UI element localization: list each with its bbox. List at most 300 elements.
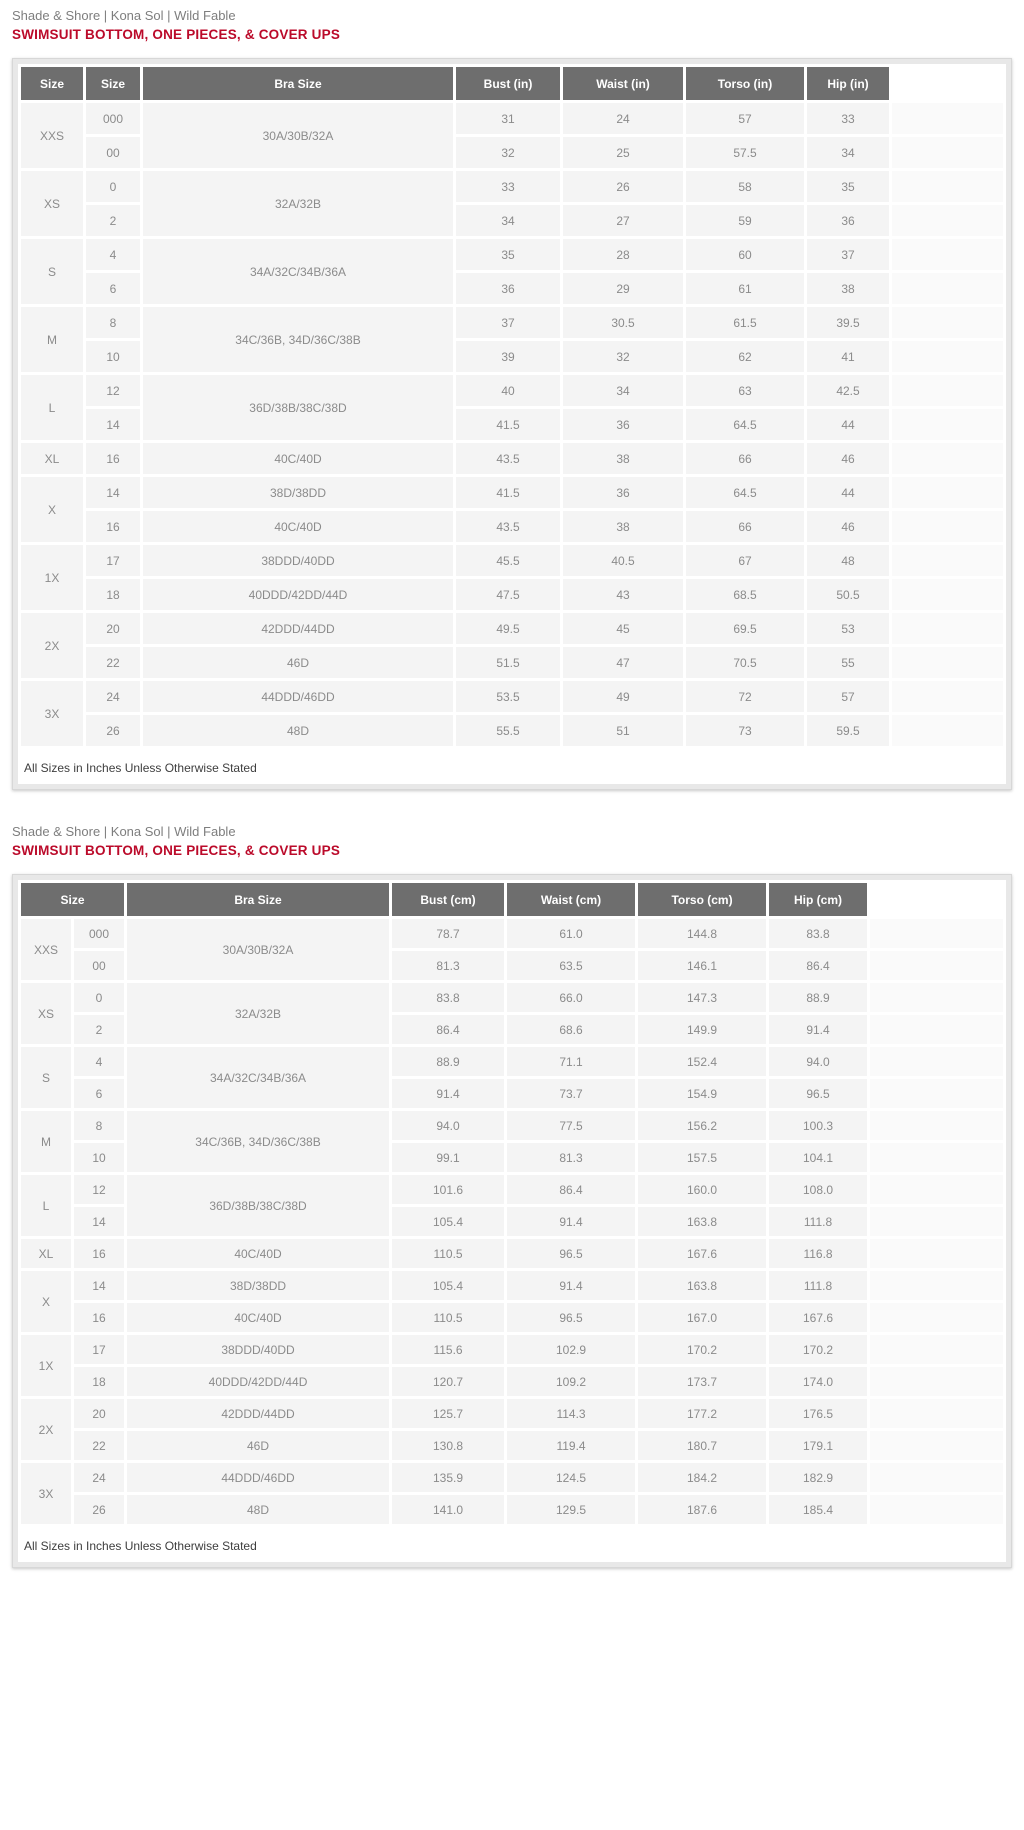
row-spacer-cell [892, 375, 1003, 406]
table-row [21, 307, 1003, 338]
torso-measurement-cell: 187.6 [638, 1495, 766, 1524]
numeric-size-cell: 16 [74, 1303, 124, 1332]
bust-measurement-cell: 43.5 [456, 443, 560, 474]
row-spacer-cell [870, 983, 1003, 1012]
bust-measurement-cell: 51.5 [456, 647, 560, 678]
size-chart-table-inches [18, 64, 1006, 749]
table-row [21, 1239, 1003, 1268]
bust-measurement-cell: 105.4 [392, 1207, 504, 1236]
row-spacer-cell [870, 1463, 1003, 1492]
hip-measurement-cell: 34 [807, 137, 889, 168]
row-spacer-cell [870, 1143, 1003, 1172]
torso-measurement-cell: 64.5 [686, 477, 804, 508]
numeric-size-cell: 20 [74, 1399, 124, 1428]
bra-size-cell: 34C/36B, 34D/36C/38B [127, 1111, 389, 1172]
torso-measurement-cell: 157.5 [638, 1143, 766, 1172]
bra-size-cell: 38DDD/40DD [127, 1335, 389, 1364]
bust-measurement-cell: 88.9 [392, 1047, 504, 1076]
bust-measurement-cell: 37 [456, 307, 560, 338]
hip-measurement-cell: 48 [807, 545, 889, 576]
torso-measurement-cell: 68.5 [686, 579, 804, 610]
row-spacer-cell [870, 1335, 1003, 1364]
torso-measurement-cell: 57.5 [686, 137, 804, 168]
hip-measurement-cell: 182.9 [769, 1463, 867, 1492]
bust-measurement-cell: 110.5 [392, 1303, 504, 1332]
bra-size-cell: 40DDD/42DD/44D [143, 579, 453, 610]
table-row [21, 1495, 1003, 1524]
hip-measurement-cell: 44 [807, 409, 889, 440]
table-row [21, 477, 1003, 508]
numeric-size-cell: 14 [86, 409, 140, 440]
row-spacer-cell [892, 171, 1003, 202]
waist-measurement-cell: 129.5 [507, 1495, 635, 1524]
row-spacer-cell [870, 1239, 1003, 1268]
hip-measurement-cell: 35 [807, 171, 889, 202]
size-group-cell: 3X [21, 1463, 71, 1524]
size-group-cell: L [21, 375, 83, 440]
column-header-bra-size: Bra Size [143, 67, 453, 100]
bust-measurement-cell: 135.9 [392, 1463, 504, 1492]
column-header-size: Size [21, 67, 83, 100]
numeric-size-cell: 000 [86, 103, 140, 134]
column-header-bust-in: Bust (in) [456, 67, 560, 100]
waist-measurement-cell: 43 [563, 579, 683, 610]
header-row [21, 67, 1003, 100]
hip-measurement-cell: 108.0 [769, 1175, 867, 1204]
hip-measurement-cell: 167.6 [769, 1303, 867, 1332]
waist-measurement-cell: 40.5 [563, 545, 683, 576]
bust-measurement-cell: 141.0 [392, 1495, 504, 1524]
torso-measurement-cell: 60 [686, 239, 804, 270]
waist-measurement-cell: 24 [563, 103, 683, 134]
size-chart-section-cm [0, 816, 1024, 1568]
numeric-size-cell: 10 [74, 1143, 124, 1172]
hip-measurement-cell: 83.8 [769, 919, 867, 948]
waist-measurement-cell: 73.7 [507, 1079, 635, 1108]
size-group-cell: 2X [21, 613, 83, 678]
torso-measurement-cell: 167.6 [638, 1239, 766, 1268]
row-spacer-cell [892, 137, 1003, 168]
hip-measurement-cell: 33 [807, 103, 889, 134]
table-row [21, 1335, 1003, 1364]
bra-size-cell: 38D/38DD [127, 1271, 389, 1300]
row-spacer-cell [870, 1207, 1003, 1236]
numeric-size-cell: 2 [74, 1015, 124, 1044]
torso-measurement-cell: 63 [686, 375, 804, 406]
bust-measurement-cell: 83.8 [392, 983, 504, 1012]
numeric-size-cell: 12 [86, 375, 140, 406]
waist-measurement-cell: 68.6 [507, 1015, 635, 1044]
torso-measurement-cell: 72 [686, 681, 804, 712]
waist-measurement-cell: 51 [563, 715, 683, 746]
waist-measurement-cell: 91.4 [507, 1207, 635, 1236]
bra-size-cell: 34C/36B, 34D/36C/38B [143, 307, 453, 372]
numeric-size-cell: 20 [86, 613, 140, 644]
size-chart-panel-inches [12, 58, 1012, 790]
bra-size-cell: 34A/32C/34B/36A [143, 239, 453, 304]
waist-measurement-cell: 66.0 [507, 983, 635, 1012]
table-row [21, 545, 1003, 576]
bust-measurement-cell: 49.5 [456, 613, 560, 644]
size-chart-panel-cm [12, 874, 1012, 1568]
torso-measurement-cell: 149.9 [638, 1015, 766, 1044]
numeric-size-cell: 8 [74, 1111, 124, 1140]
torso-measurement-cell: 57 [686, 103, 804, 134]
torso-measurement-cell: 177.2 [638, 1399, 766, 1428]
column-header-torso-cm: Torso (cm) [638, 883, 766, 916]
waist-measurement-cell: 28 [563, 239, 683, 270]
table-row [21, 443, 1003, 474]
waist-measurement-cell: 34 [563, 375, 683, 406]
numeric-size-cell: 26 [86, 715, 140, 746]
row-spacer-cell [870, 951, 1003, 980]
row-spacer-cell [870, 1271, 1003, 1300]
bust-measurement-cell: 55.5 [456, 715, 560, 746]
numeric-size-cell: 12 [74, 1175, 124, 1204]
numeric-size-cell: 18 [74, 1367, 124, 1396]
table-row [21, 1111, 1003, 1140]
hip-measurement-cell: 46 [807, 443, 889, 474]
bust-measurement-cell: 39 [456, 341, 560, 372]
row-spacer-cell [870, 919, 1003, 948]
bra-size-cell: 42DDD/44DD [127, 1399, 389, 1428]
numeric-size-cell: 18 [86, 579, 140, 610]
row-spacer-cell [870, 1303, 1003, 1332]
torso-measurement-cell: 184.2 [638, 1463, 766, 1492]
bust-measurement-cell: 120.7 [392, 1367, 504, 1396]
waist-measurement-cell: 36 [563, 409, 683, 440]
table-row [21, 1047, 1003, 1076]
size-group-cell: XS [21, 983, 71, 1044]
table-row [21, 103, 1003, 134]
waist-measurement-cell: 71.1 [507, 1047, 635, 1076]
row-spacer-cell [870, 1111, 1003, 1140]
table-row [21, 1303, 1003, 1332]
waist-measurement-cell: 91.4 [507, 1271, 635, 1300]
table-row [21, 579, 1003, 610]
hip-measurement-cell: 100.3 [769, 1111, 867, 1140]
waist-measurement-cell: 96.5 [507, 1239, 635, 1268]
row-spacer-cell [870, 1015, 1003, 1044]
numeric-size-cell: 8 [86, 307, 140, 338]
hip-measurement-cell: 88.9 [769, 983, 867, 1012]
size-group-cell: XXS [21, 919, 71, 980]
waist-measurement-cell: 25 [563, 137, 683, 168]
row-spacer-cell [892, 477, 1003, 508]
bust-measurement-cell: 35 [456, 239, 560, 270]
row-spacer-cell [892, 715, 1003, 746]
size-group-cell: XS [21, 171, 83, 236]
bust-measurement-cell: 41.5 [456, 409, 560, 440]
table-row [21, 511, 1003, 542]
hip-measurement-cell: 116.8 [769, 1239, 867, 1268]
bust-measurement-cell: 43.5 [456, 511, 560, 542]
row-spacer-cell [870, 1175, 1003, 1204]
bra-size-cell: 46D [127, 1431, 389, 1460]
waist-measurement-cell: 114.3 [507, 1399, 635, 1428]
size-chart-section-inches [0, 0, 1024, 790]
torso-measurement-cell: 170.2 [638, 1335, 766, 1364]
bra-size-cell: 48D [127, 1495, 389, 1524]
hip-measurement-cell: 176.5 [769, 1399, 867, 1428]
bust-measurement-cell: 81.3 [392, 951, 504, 980]
hip-measurement-cell: 104.1 [769, 1143, 867, 1172]
waist-measurement-cell: 47 [563, 647, 683, 678]
waist-measurement-cell: 38 [563, 443, 683, 474]
numeric-size-cell: 22 [86, 647, 140, 678]
hip-measurement-cell: 59.5 [807, 715, 889, 746]
numeric-size-cell: 000 [74, 919, 124, 948]
torso-measurement-cell: 61 [686, 273, 804, 304]
hip-measurement-cell: 50.5 [807, 579, 889, 610]
row-spacer-cell [892, 341, 1003, 372]
bust-measurement-cell: 94.0 [392, 1111, 504, 1140]
waist-measurement-cell: 86.4 [507, 1175, 635, 1204]
size-group-cell: M [21, 1111, 71, 1172]
hip-measurement-cell: 39.5 [807, 307, 889, 338]
waist-measurement-cell: 63.5 [507, 951, 635, 980]
size-group-cell: 1X [21, 545, 83, 610]
column-header-bra-size: Bra Size [127, 883, 389, 916]
torso-measurement-cell: 156.2 [638, 1111, 766, 1140]
numeric-size-cell: 14 [74, 1271, 124, 1300]
column-header-waist-in: Waist (in) [563, 67, 683, 100]
row-spacer-cell [892, 681, 1003, 712]
torso-measurement-cell: 64.5 [686, 409, 804, 440]
table-row [21, 919, 1003, 948]
bust-measurement-cell: 53.5 [456, 681, 560, 712]
column-header-waist-cm: Waist (cm) [507, 883, 635, 916]
torso-measurement-cell: 66 [686, 511, 804, 542]
header-row [21, 883, 1003, 916]
table-row [21, 1271, 1003, 1300]
row-spacer-cell [892, 613, 1003, 644]
bra-size-cell: 34A/32C/34B/36A [127, 1047, 389, 1108]
bra-size-cell: 36D/38B/38C/38D [127, 1175, 389, 1236]
hip-measurement-cell: 42.5 [807, 375, 889, 406]
size-group-cell: XL [21, 1239, 71, 1268]
numeric-size-cell: 2 [86, 205, 140, 236]
bra-size-cell: 44DDD/46DD [127, 1463, 389, 1492]
row-spacer-cell [892, 579, 1003, 610]
torso-measurement-cell: 73 [686, 715, 804, 746]
waist-measurement-cell: 38 [563, 511, 683, 542]
numeric-size-cell: 0 [86, 171, 140, 202]
bra-size-cell: 38D/38DD [143, 477, 453, 508]
torso-measurement-cell: 59 [686, 205, 804, 236]
numeric-size-cell: 16 [86, 511, 140, 542]
bra-size-cell: 44DDD/46DD [143, 681, 453, 712]
torso-measurement-cell: 180.7 [638, 1431, 766, 1460]
hip-measurement-cell: 44 [807, 477, 889, 508]
row-spacer-cell [892, 307, 1003, 338]
hip-measurement-cell: 174.0 [769, 1367, 867, 1396]
bust-measurement-cell: 40 [456, 375, 560, 406]
numeric-size-cell: 00 [86, 137, 140, 168]
hip-measurement-cell: 179.1 [769, 1431, 867, 1460]
row-spacer-cell [870, 1431, 1003, 1460]
waist-measurement-cell: 36 [563, 477, 683, 508]
size-group-cell: S [21, 1047, 71, 1108]
numeric-size-cell: 22 [74, 1431, 124, 1460]
hip-measurement-cell: 96.5 [769, 1079, 867, 1108]
bra-size-cell: 40DDD/42DD/44D [127, 1367, 389, 1396]
column-header-bust-cm: Bust (cm) [392, 883, 504, 916]
bust-measurement-cell: 34 [456, 205, 560, 236]
numeric-size-cell: 14 [86, 477, 140, 508]
size-group-cell: X [21, 1271, 71, 1332]
numeric-size-cell: 26 [74, 1495, 124, 1524]
hip-measurement-cell: 36 [807, 205, 889, 236]
waist-measurement-cell: 29 [563, 273, 683, 304]
torso-measurement-cell: 160.0 [638, 1175, 766, 1204]
hip-measurement-cell: 94.0 [769, 1047, 867, 1076]
row-spacer-cell [892, 647, 1003, 678]
bra-size-cell: 40C/40D [127, 1239, 389, 1268]
torso-measurement-cell: 173.7 [638, 1367, 766, 1396]
bust-measurement-cell: 31 [456, 103, 560, 134]
row-spacer-cell [870, 1399, 1003, 1428]
numeric-size-cell: 17 [86, 545, 140, 576]
hip-measurement-cell: 41 [807, 341, 889, 372]
bra-size-cell: 36D/38B/38C/38D [143, 375, 453, 440]
row-spacer-cell [892, 103, 1003, 134]
table-row [21, 171, 1003, 202]
table-row [21, 715, 1003, 746]
bra-size-cell: 32A/32B [127, 983, 389, 1044]
brand-names: Shade & Shore | Kona Sol | Wild Fable [12, 8, 236, 23]
row-spacer-cell [892, 409, 1003, 440]
bust-measurement-cell: 105.4 [392, 1271, 504, 1300]
page-title: SWIMSUIT BOTTOM, ONE PIECES, & COVER UPS [12, 27, 341, 42]
numeric-size-cell: 10 [86, 341, 140, 372]
numeric-size-cell: 17 [74, 1335, 124, 1364]
torso-measurement-cell: 61.5 [686, 307, 804, 338]
numeric-size-cell: 0 [74, 983, 124, 1012]
bust-measurement-cell: 125.7 [392, 1399, 504, 1428]
size-group-cell: XXS [21, 103, 83, 168]
size-chart-panel-inner [18, 64, 1006, 784]
table-row [21, 1463, 1003, 1492]
table-row [21, 375, 1003, 406]
bra-size-cell: 38DDD/40DD [143, 545, 453, 576]
row-spacer-cell [892, 511, 1003, 542]
numeric-size-cell: 16 [86, 443, 140, 474]
hip-measurement-cell: 86.4 [769, 951, 867, 980]
hip-measurement-cell: 170.2 [769, 1335, 867, 1364]
bra-size-cell: 30A/30B/32A [143, 103, 453, 168]
torso-measurement-cell: 163.8 [638, 1271, 766, 1300]
table-row [21, 1367, 1003, 1396]
waist-measurement-cell: 27 [563, 205, 683, 236]
bra-size-cell: 40C/40D [143, 511, 453, 542]
torso-measurement-cell: 146.1 [638, 951, 766, 980]
size-group-cell: 2X [21, 1399, 71, 1460]
column-header-torso-in: Torso (in) [686, 67, 804, 100]
size-chart-table-cm [18, 880, 1006, 1527]
numeric-size-cell: 6 [86, 273, 140, 304]
column-header-hip-cm: Hip (cm) [769, 883, 867, 916]
torso-measurement-cell: 67 [686, 545, 804, 576]
torso-measurement-cell: 62 [686, 341, 804, 372]
row-spacer-cell [892, 273, 1003, 304]
waist-measurement-cell: 109.2 [507, 1367, 635, 1396]
column-header-size: Size [86, 67, 140, 100]
size-chart-panel-inner [18, 880, 1006, 1562]
waist-measurement-cell: 102.9 [507, 1335, 635, 1364]
row-spacer-cell [892, 443, 1003, 474]
hip-measurement-cell: 55 [807, 647, 889, 678]
header-spacer-cell [892, 67, 1003, 100]
numeric-size-cell: 00 [74, 951, 124, 980]
torso-measurement-cell: 163.8 [638, 1207, 766, 1236]
numeric-size-cell: 24 [74, 1463, 124, 1492]
row-spacer-cell [870, 1047, 1003, 1076]
table-row [21, 239, 1003, 270]
bra-size-cell: 30A/30B/32A [127, 919, 389, 980]
numeric-size-cell: 14 [74, 1207, 124, 1236]
table-row [21, 1175, 1003, 1204]
row-spacer-cell [870, 1495, 1003, 1524]
bust-measurement-cell: 47.5 [456, 579, 560, 610]
bust-measurement-cell: 36 [456, 273, 560, 304]
waist-measurement-cell: 49 [563, 681, 683, 712]
table-row [21, 613, 1003, 644]
bra-size-cell: 48D [143, 715, 453, 746]
header-spacer-cell [870, 883, 1003, 916]
hip-measurement-cell: 57 [807, 681, 889, 712]
bust-measurement-cell: 115.6 [392, 1335, 504, 1364]
waist-measurement-cell: 32 [563, 341, 683, 372]
page-title: SWIMSUIT BOTTOM, ONE PIECES, & COVER UPS [12, 843, 341, 858]
bust-measurement-cell: 32 [456, 137, 560, 168]
table-row [21, 647, 1003, 678]
size-group-cell: XL [21, 443, 83, 474]
hip-measurement-cell: 185.4 [769, 1495, 867, 1524]
column-header-size: Size [21, 883, 124, 916]
bust-measurement-cell: 45.5 [456, 545, 560, 576]
hip-measurement-cell: 53 [807, 613, 889, 644]
torso-measurement-cell: 167.0 [638, 1303, 766, 1332]
bust-measurement-cell: 41.5 [456, 477, 560, 508]
numeric-size-cell: 6 [74, 1079, 124, 1108]
waist-measurement-cell: 124.5 [507, 1463, 635, 1492]
bra-size-cell: 40C/40D [143, 443, 453, 474]
numeric-size-cell: 4 [86, 239, 140, 270]
waist-measurement-cell: 61.0 [507, 919, 635, 948]
size-group-cell: S [21, 239, 83, 304]
torso-measurement-cell: 58 [686, 171, 804, 202]
row-spacer-cell [892, 239, 1003, 270]
hip-measurement-cell: 46 [807, 511, 889, 542]
torso-measurement-cell: 70.5 [686, 647, 804, 678]
footnote: All Sizes in Inches Unless Otherwise Stated [18, 1527, 1006, 1562]
bust-measurement-cell: 101.6 [392, 1175, 504, 1204]
waist-measurement-cell: 26 [563, 171, 683, 202]
bust-measurement-cell: 78.7 [392, 919, 504, 948]
waist-measurement-cell: 45 [563, 613, 683, 644]
hip-measurement-cell: 37 [807, 239, 889, 270]
bust-measurement-cell: 110.5 [392, 1239, 504, 1268]
torso-measurement-cell: 152.4 [638, 1047, 766, 1076]
torso-measurement-cell: 69.5 [686, 613, 804, 644]
bra-size-cell: 40C/40D [127, 1303, 389, 1332]
waist-measurement-cell: 30.5 [563, 307, 683, 338]
brand-names: Shade & Shore | Kona Sol | Wild Fable [12, 824, 236, 839]
bust-measurement-cell: 86.4 [392, 1015, 504, 1044]
row-spacer-cell [892, 205, 1003, 236]
hip-measurement-cell: 111.8 [769, 1207, 867, 1236]
